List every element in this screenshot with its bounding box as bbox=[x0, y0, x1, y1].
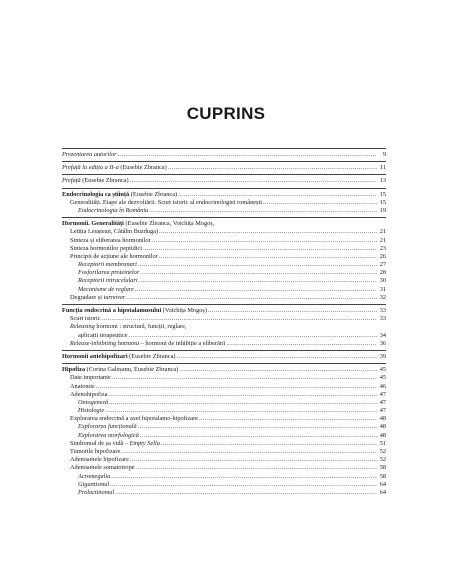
leader-dots bbox=[118, 151, 377, 159]
section-divider bbox=[62, 304, 386, 305]
toc-entry-title: Release-inhibiting hormoni – hormoni de inhibiție a eliberării bbox=[70, 339, 226, 347]
page-number: 9 bbox=[382, 151, 386, 158]
toc-entry[interactable] bbox=[62, 199, 386, 207]
toc-entry[interactable] bbox=[62, 415, 386, 423]
leader-dots bbox=[138, 261, 377, 269]
toc-entry[interactable] bbox=[62, 432, 386, 440]
page-number: 52 bbox=[379, 456, 386, 464]
page-number: 58 bbox=[379, 464, 386, 472]
toc-entry-title: Adenohipofiza bbox=[70, 390, 108, 398]
toc-entry-title: Endocrinologia în România bbox=[78, 206, 149, 214]
leader-dots bbox=[168, 164, 377, 172]
toc-entry[interactable] bbox=[62, 323, 386, 331]
page-number: 46 bbox=[379, 382, 386, 390]
toc-entry[interactable] bbox=[62, 464, 386, 472]
leader-dots bbox=[149, 207, 377, 215]
toc-entry-title: Acromegalia bbox=[78, 472, 111, 480]
leader-dots bbox=[108, 391, 377, 399]
page-number: 45 bbox=[379, 374, 386, 382]
toc-entry[interactable] bbox=[62, 440, 386, 448]
section-divider bbox=[62, 161, 386, 162]
page-number: 13 bbox=[379, 177, 386, 185]
leader-dots bbox=[143, 245, 377, 253]
toc-entry[interactable] bbox=[62, 399, 386, 407]
section-divider bbox=[62, 363, 386, 364]
leader-dots bbox=[121, 448, 377, 456]
toc-entry-title: Ontogeneză bbox=[78, 398, 109, 406]
leader-dots bbox=[109, 399, 377, 407]
toc-entry-title: Histologie bbox=[78, 407, 105, 415]
page-number: 32 bbox=[379, 293, 386, 301]
page-number: 15 bbox=[379, 198, 386, 206]
page-number: 47 bbox=[379, 407, 386, 415]
toc-entry-title: aplicații terapeutice bbox=[78, 331, 128, 339]
toc-entry-title: Hormonii. Generalități (Eusebie Zbranca, Voichița Mogoș, bbox=[62, 220, 215, 228]
toc-entry-title: Funcția endocrină a hipotalamusului (Voichița Mogoș) bbox=[62, 307, 207, 314]
toc-entry[interactable] bbox=[62, 448, 386, 456]
toc-entry[interactable] bbox=[62, 353, 386, 361]
toc-entry[interactable] bbox=[62, 191, 386, 199]
toc-entry-title: Anatomie bbox=[70, 382, 95, 390]
toc-entry-title: Receptorii membranari bbox=[78, 261, 137, 269]
page-number: 19 bbox=[379, 206, 386, 214]
leader-dots bbox=[138, 423, 377, 431]
toc-entry[interactable] bbox=[62, 237, 386, 245]
page-title: CUPRINS bbox=[186, 104, 266, 123]
leader-dots bbox=[140, 432, 377, 440]
toc-entry[interactable] bbox=[62, 391, 386, 399]
leader-dots bbox=[199, 415, 377, 423]
page-number: 28 bbox=[379, 269, 386, 277]
leader-dots bbox=[177, 353, 378, 361]
page-number: 33 bbox=[379, 315, 386, 323]
toc-entry-title: Scurt istoric bbox=[70, 315, 101, 323]
toc-entry[interactable] bbox=[62, 269, 386, 277]
leader-dots bbox=[135, 286, 377, 294]
toc-entry[interactable] bbox=[62, 177, 386, 185]
toc-entry-title: Sindromul de șa vidă – Empty Sella bbox=[70, 439, 160, 447]
page-number: 15 bbox=[379, 190, 386, 198]
page-number: 58 bbox=[379, 472, 386, 480]
leader-dots bbox=[159, 253, 377, 261]
toc-entry[interactable] bbox=[62, 489, 386, 497]
section-divider bbox=[62, 148, 386, 149]
toc-entry-title: Prefață (Eusebie Zbranca) bbox=[62, 177, 129, 185]
leader-dots bbox=[136, 464, 377, 472]
leader-dots bbox=[96, 383, 377, 391]
page-number: 48 bbox=[379, 431, 386, 439]
toc-entry-title: Endocrinologia ca știință (Eusebie Zbranca) bbox=[62, 190, 178, 198]
toc-entry-title: Releasing hormoni : structură, funcții, reglare, bbox=[70, 323, 187, 331]
page-number: 64 bbox=[379, 480, 386, 488]
toc-entry[interactable] bbox=[62, 481, 386, 489]
leader-dots bbox=[111, 473, 377, 481]
toc-entry[interactable] bbox=[62, 315, 386, 323]
page-number: 31 bbox=[379, 285, 386, 293]
toc-entry[interactable] bbox=[62, 423, 386, 431]
page-number: 21 bbox=[379, 236, 386, 244]
page-number: 36 bbox=[379, 339, 386, 347]
leader-dots bbox=[112, 374, 377, 382]
leader-dots bbox=[152, 237, 377, 245]
page-number: 26 bbox=[379, 252, 386, 260]
page-number: 47 bbox=[379, 390, 386, 398]
section-divider bbox=[62, 174, 386, 175]
toc-entry-title: Letiția Leuștean, Cătălin Buzduga) bbox=[70, 228, 159, 236]
page-number: 52 bbox=[379, 448, 386, 455]
toc-entry[interactable] bbox=[62, 340, 386, 348]
toc-entry[interactable] bbox=[62, 261, 386, 269]
toc-entry-title: Explorarea morfologică bbox=[78, 431, 139, 439]
toc-entry-title: Fosforilarea proteinelor bbox=[78, 269, 140, 277]
section-divider bbox=[62, 217, 386, 218]
page-number: 39 bbox=[379, 352, 386, 360]
page-number: 45 bbox=[379, 366, 386, 374]
page-number: 33 bbox=[379, 307, 386, 314]
leader-dots bbox=[102, 315, 377, 323]
page-number: 64 bbox=[379, 488, 386, 496]
page-number: 34 bbox=[379, 331, 386, 339]
toc-entry-title: Generalități. Etape ale dezvoltării. Scurt istoric al endocrinologiei românești bbox=[70, 198, 262, 206]
leader-dots bbox=[161, 440, 377, 448]
page-number: 23 bbox=[379, 244, 386, 252]
toc-entry[interactable] bbox=[62, 164, 386, 172]
toc-entry-title: Tumorile hipofizare bbox=[70, 448, 121, 455]
toc-entry-title: Prolactinomul bbox=[78, 488, 115, 496]
page-number: 27 bbox=[379, 261, 386, 269]
page-number: 11 bbox=[379, 164, 386, 172]
toc-entry[interactable] bbox=[62, 151, 386, 159]
leader-dots bbox=[128, 332, 377, 340]
leader-dots bbox=[139, 277, 377, 285]
leader-dots bbox=[179, 366, 377, 374]
toc-entry[interactable] bbox=[62, 277, 386, 285]
leader-dots bbox=[130, 456, 377, 464]
page-number: 48 bbox=[379, 423, 386, 431]
toc-entry[interactable] bbox=[62, 307, 386, 315]
page-number: 51 bbox=[379, 439, 386, 447]
toc-entry-title: Sinteza hormonilor peptidici bbox=[70, 244, 143, 252]
toc-entry-title: Adenoamele hipofizare bbox=[70, 456, 129, 464]
toc-entry-title: Gigantismul bbox=[78, 480, 110, 488]
toc-entry-title: Hipofiza (Corina Galeșanu, Eusebie Zbranca) bbox=[62, 366, 179, 374]
toc-entry[interactable] bbox=[62, 383, 386, 391]
leader-dots bbox=[208, 307, 377, 315]
page-number: 47 bbox=[379, 398, 386, 406]
toc-entry-title: Principii de acțiune ale hormonilor bbox=[70, 252, 158, 260]
toc-entry[interactable] bbox=[62, 207, 386, 215]
toc-entry-title: Prefață la ediția a II-a (Eusebie Zbranca) bbox=[62, 164, 167, 172]
leader-dots bbox=[159, 228, 377, 236]
toc-entry[interactable] bbox=[62, 286, 386, 294]
leader-dots bbox=[140, 269, 377, 277]
section-divider bbox=[62, 188, 386, 189]
section-divider bbox=[62, 350, 386, 351]
leader-dots bbox=[115, 489, 377, 497]
toc-entry[interactable] bbox=[62, 407, 386, 415]
page-number: 48 bbox=[379, 415, 386, 423]
toc-entry-title: Hormonii antehipofizari (Eusebie Zbranca) bbox=[62, 352, 176, 360]
page-number: 30 bbox=[379, 277, 386, 285]
toc-entry-title: Receptorii intracelulari bbox=[78, 277, 138, 285]
leader-dots bbox=[263, 199, 377, 207]
leader-dots bbox=[226, 340, 377, 348]
leader-dots bbox=[110, 481, 377, 489]
toc-entry-title: Explorarea funcțională bbox=[78, 423, 137, 431]
toc-entry[interactable] bbox=[62, 253, 386, 261]
leader-dots bbox=[126, 294, 377, 302]
toc-entry[interactable] bbox=[62, 473, 386, 481]
toc-entry-title: Sinteza și eliberarea hormonilor bbox=[70, 236, 151, 244]
toc-entry[interactable] bbox=[62, 228, 386, 236]
toc-entry[interactable] bbox=[62, 374, 386, 382]
leader-dots bbox=[178, 191, 377, 199]
toc-entry[interactable] bbox=[62, 332, 386, 340]
leader-dots bbox=[130, 177, 377, 185]
toc-entry[interactable] bbox=[62, 220, 386, 228]
toc-entry-title: Adenoamele somatotrope bbox=[70, 464, 135, 472]
toc-entry-title: Degradare și turnover bbox=[70, 293, 126, 301]
toc-entry[interactable] bbox=[62, 366, 386, 374]
toc-entry[interactable] bbox=[62, 294, 386, 302]
leader-dots bbox=[105, 407, 377, 415]
table-of-contents bbox=[62, 146, 386, 497]
toc-entry-title: Prezentarea autorilor bbox=[62, 151, 117, 158]
toc-entry-title: Date importante bbox=[70, 374, 111, 382]
toc-entry-title: Mecanisme de reglare bbox=[78, 285, 134, 293]
toc-entry[interactable] bbox=[62, 456, 386, 464]
toc-entry[interactable] bbox=[62, 245, 386, 253]
page-number: 21 bbox=[379, 228, 386, 236]
toc-entry-title: Explorarea endocrină a axei hipotalamo-hipofizare bbox=[70, 415, 198, 423]
